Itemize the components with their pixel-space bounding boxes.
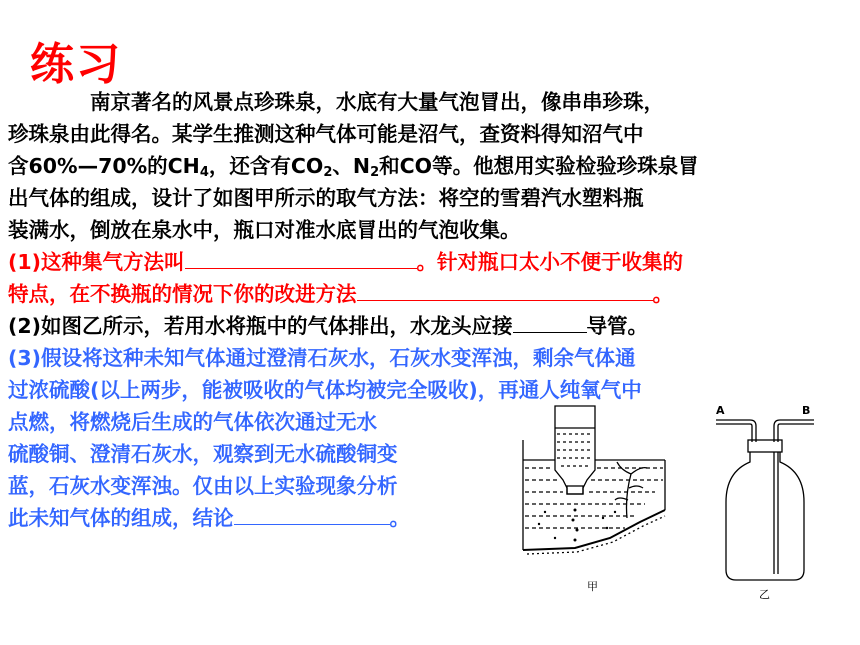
question-3-line-4: 硫酸铜、澄清石灰水，观察到无水硫酸铜变 [8,442,398,466]
question-1-line-1 [8,246,838,279]
question-text: 导管。 [586,314,649,338]
page-title: 练习 [30,39,122,90]
figure-b-bottle-with-tubes [712,402,822,602]
figure-a-bottle-in-water [515,400,680,600]
answer-blank[interactable] [513,312,587,333]
figure-b-caption: 乙 [759,588,770,601]
paragraph-line-4: 出气体的组成，设计了如图甲所示的取气方法：将空的雪碧汽水塑料瓶 [8,186,644,210]
subscript: 2 [370,165,380,180]
paragraph-line-3 [8,150,838,183]
answer-blank[interactable] [357,280,653,301]
answer-blank[interactable] [234,504,390,525]
paragraph-text: 和CO等。他想用实验检验珍珠泉冒 [379,154,699,178]
question-text: 此未知气体的组成，结论 [8,506,234,530]
question-3-line-3: 点燃，将燃烧后生成的气体依次通过无水 [8,410,377,434]
paragraph-line-5: 装满水，倒放在泉水中，瓶口对准水底冒出的气泡收集。 [8,218,521,242]
paragraph-text: 、N [332,154,371,178]
paragraph-line-2: 珍珠泉由此得名。某学生推测这种气体可能是沼气，查资料得知沼气中 [8,122,644,146]
paragraph-text: 南京著名的风景点珍珠泉，水底有大量气泡冒出，像串串珍珠， [90,90,664,114]
question-3-line-5: 蓝，石灰水变浑浊。仅由以上实验现象分析 [8,474,398,498]
figure-a-caption: 甲 [587,580,598,593]
paragraph-text: 含60%—70%的CH [8,154,200,178]
question-1-line-2 [8,278,838,311]
answer-blank[interactable] [185,248,417,269]
figure-b-label-a: A [716,404,725,417]
question-text: 。 [389,506,410,530]
question-text: 。 [652,282,673,306]
subscript: 2 [323,165,333,180]
paragraph-text: ，还含有CO [208,154,324,178]
question-text: (1)这种集气方法叫 [8,250,185,274]
subscript: 4 [199,165,209,180]
question-text: 特点，在不换瓶的情况下你的改进方法 [8,282,357,306]
question-3-line-1: (3)假设将这种未知气体通过澄清石灰水，石灰水变浑浊，剩余气体通 [8,346,636,370]
question-2 [8,310,838,343]
question-text: (2)如图乙所示，若用水将瓶中的气体排出，水龙头应接 [8,314,513,338]
figure-b-label-b: B [802,404,811,417]
question-text: 。针对瓶口太小不便于收集的 [416,250,684,274]
paragraph-line-1 [8,86,838,119]
question-3-line-2: 过浓硫酸(以上两步，能被吸收的气体均被完全吸收)，再通人纯氧气中 [8,378,642,402]
